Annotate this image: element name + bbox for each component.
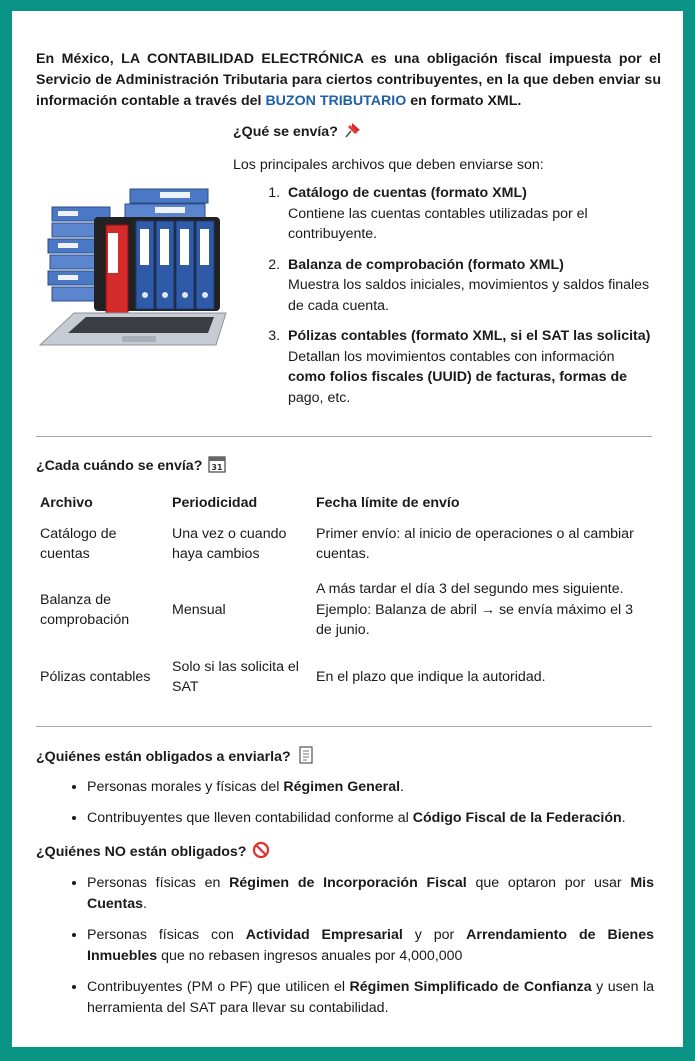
table-cell: Mensual [172,601,226,618]
file-title: Balanza de comprobación (formato XML) [288,256,564,273]
document-page [12,11,683,1047]
files-lead: Los principales archivos que deben enviarse son: [233,157,544,173]
file-description: Detallan los movimientos contables con información [288,348,615,365]
obligated-title: ¿Quiénes están obligados a enviarla? [36,749,291,765]
file-description-end: pago, etc. [288,389,351,406]
table-row [36,649,656,705]
file-title: Catálogo de cuentas (formato XML) [288,185,527,201]
not-obligated-heading [36,841,270,863]
binders [106,221,214,317]
table-cell: Una vez o cuando haya cambios [172,525,287,562]
frequency-heading [36,455,226,477]
table-cell: Catálogo de cuentas [40,525,117,562]
column-header: Archivo [40,495,93,511]
list-item: • Contribuyentes que lleven contabilidad conforme al Código Fiscal de la Federación. [87,808,654,829]
not-obligated-title: ¿Quiénes NO están obligados? [36,844,247,860]
obligated-list [36,777,654,839]
what-is-sent-section [233,121,653,418]
list-item: • Personas físicas en Régimen de Incorporación Fiscal que optaron por usar Mis Cuentas. [87,873,654,915]
divider [36,726,652,727]
table-cell: En el plazo que indique la autoridad. [316,668,546,685]
table-cell: A más tardar el día 3 del segundo mes siguiente. Ejemplo: Balanza de abril → se envía máximo el 3 de junio. [316,581,634,639]
column-header: Periodicidad [172,495,258,511]
calendar-icon [208,455,226,477]
list-item [284,183,653,245]
file-description-bold: como folios fiscales (UUID) de facturas, formas de [288,369,628,385]
list-item: • Contribuyentes (PM o PF) que utilicen el Régimen Simplificado de Confianza y usen la herramienta del SAT para llevar su contabilidad. [87,977,654,1019]
folder-stack-top [125,189,208,218]
table-row [36,571,656,649]
intro-paragraph [36,49,661,112]
table-header-row [36,489,656,517]
column-header: Fecha límite de envío [316,495,460,511]
svg-text:31: 31 [211,463,223,472]
pushpin-icon [344,121,364,143]
obligated-heading [36,745,315,769]
table-cell: Pólizas contables [40,668,151,685]
list-item [284,326,653,408]
buzon-tributario-highlight: BUZON TRIBUTARIO [265,93,407,109]
laptop-binders-illustration [30,171,230,371]
list-item: • Personas físicas con Actividad Empresarial y por Arrendamiento de Bienes Inmuebles que no rebasen ingresos anuales por 4,000,000 [87,925,654,967]
frequency-table [36,489,656,705]
table-cell: Solo si las solicita el SAT [172,658,299,695]
intro-text: En México, LA CONTABILIDAD ELECTRÓNICA es una obligación fiscal impuesta por el Servicio de Administración Tributaria para ciertos contribuyentes, en la que deben enviar su información contable a través del [36,51,661,109]
table-row [36,517,656,571]
table-cell: Primer envío: al inicio de operaciones o al cambiar cuentas. [316,525,634,562]
file-title: Pólizas contables (formato XML, si el SAT las solicita) [288,328,651,344]
files-list [233,183,653,408]
not-obligated-list [36,873,654,1029]
table-cell: Balanza de comprobación [40,591,130,628]
what-is-sent-title: ¿Qué se envía? [233,124,338,140]
intro-text-end: en formato XML. [406,93,522,109]
what-is-sent-heading [233,121,653,143]
scroll-icon [297,745,315,769]
list-item: • Personas morales y físicas del Régimen General. [87,777,654,798]
prohibited-icon [252,841,270,863]
file-description: Muestra los saldos iniciales, movimientos y saldos finales de cada cuenta. [288,277,650,314]
divider [36,436,652,437]
file-description: Contiene las cuentas contables utilizadas por el contribuyente. [288,205,588,242]
list-item [284,255,653,317]
laptop-keyboard [68,317,214,333]
frequency-title: ¿Cada cuándo se envía? [36,458,203,474]
